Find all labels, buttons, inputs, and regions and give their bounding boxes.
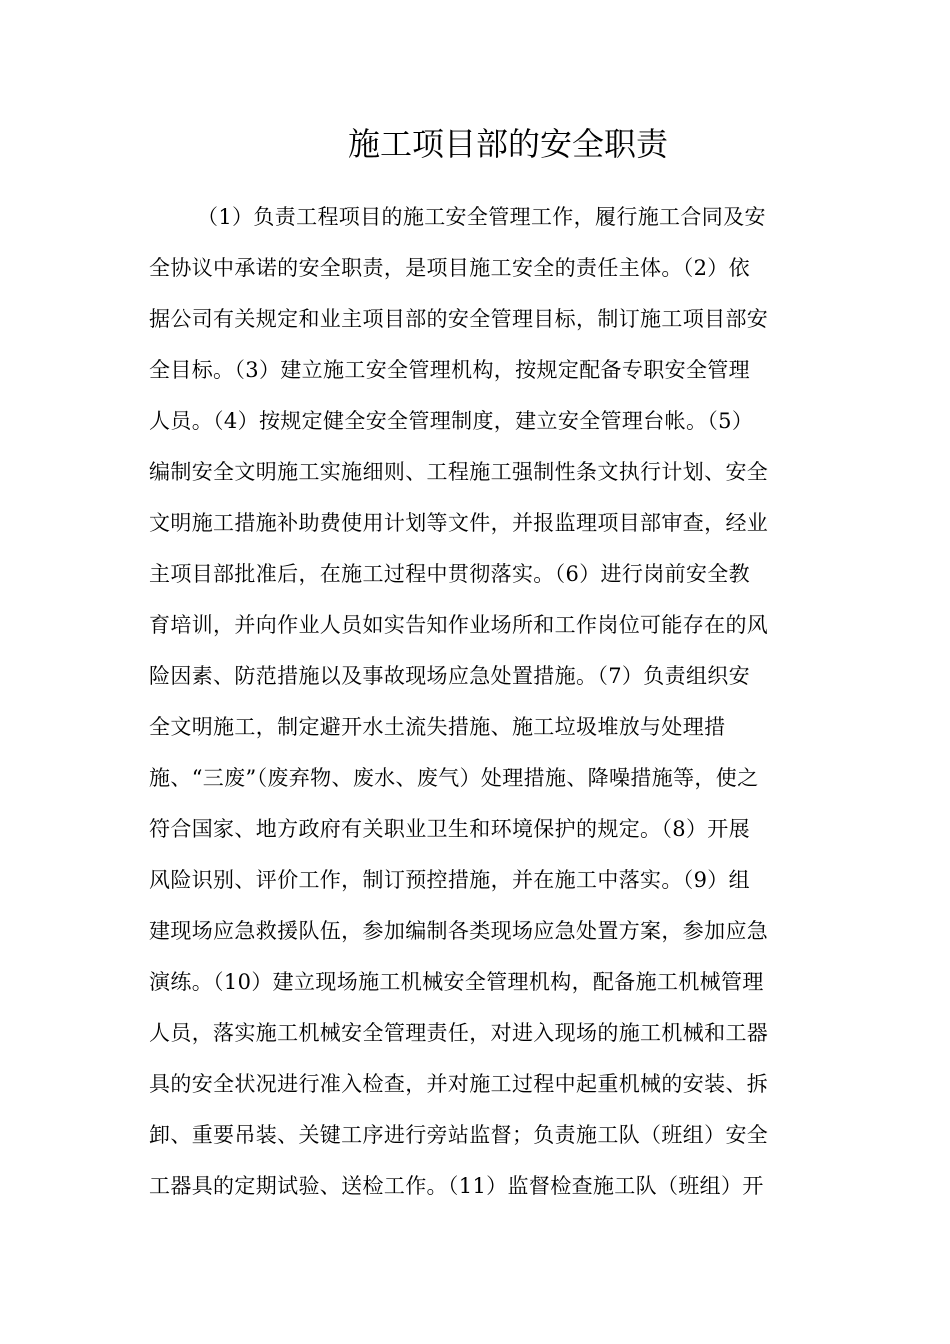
paragraph-line-15: 建现场应急救援队伍，参加编制各类现场应急处置方案，参加应急 (149, 919, 769, 943)
paragraph-line-10: 险因素、防范措施以及事故现场应急处置措施。（7）负责组织安 (149, 664, 751, 688)
paragraph-line-18: 具的安全状况进行准入检查，并对施工过程中起重机械的安装、拆 (149, 1072, 769, 1096)
paragraph-line-7: 文明施工措施补助费使用计划等文件，并报监理项目部审查，经业 (149, 511, 769, 535)
paragraph-line-3: 据公司有关规定和业主项目部的安全管理目标，制订施工项目部安 (149, 307, 769, 331)
paragraph-line-13: 符合国家、地方政府有关职业卫生和环境保护的规定。（8）开展 (149, 817, 751, 841)
paragraph-line-6: 编制安全文明施工实施细则、工程施工强制性条文执行计划、安全 (149, 460, 769, 484)
paragraph-line-9: 育培训，并向作业人员如实告知作业场所和工作岗位可能存在的风 (149, 613, 769, 637)
document-title: 施工项目部的安全职责 (347, 125, 668, 163)
paragraph-line-11: 全文明施工，制定避开水土流失措施、施工垃圾堆放与处理措 (149, 715, 726, 739)
paragraph-line-19: 卸、重要吊装、关键工序进行旁站监督；负责施工队（班组）安全 (149, 1123, 769, 1147)
paragraph-line-16: 演练。（10）建立现场施工机械安全管理机构，配备施工机械管理 (149, 970, 764, 994)
paragraph-line-5: 人员。（4）按规定健全安全管理制度，建立安全管理台帐。（5） (149, 409, 754, 433)
paragraph-line-8: 主项目部批准后，在施工过程中贯彻落实。（6）进行岗前安全教 (149, 562, 751, 586)
paragraph-line-12: 施、“三废”（废弃物、废水、废气）处理措施、降噪措施等，使之 (149, 766, 759, 790)
paragraph-line-17: 人员，落实施工机械安全管理责任，对进入现场的施工机械和工器 (149, 1021, 769, 1045)
paragraph-line-14: 风险识别、评价工作，制订预控措施，并在施工中落实。（9）组 (149, 868, 751, 892)
paragraph-line-1: （1）负责工程项目的施工安全管理工作，履行施工合同及安 (197, 205, 766, 229)
paragraph-line-2: 全协议中承诺的安全职责，是项目施工安全的责任主体。（2）依 (149, 256, 751, 280)
paragraph-line-4: 全目标。（3）建立施工安全管理机构，按规定配备专职安全管理 (149, 358, 751, 382)
paragraph-line-20: 工器具的定期试验、送检工作。（11）监督检查施工队（班组）开 (149, 1174, 764, 1198)
